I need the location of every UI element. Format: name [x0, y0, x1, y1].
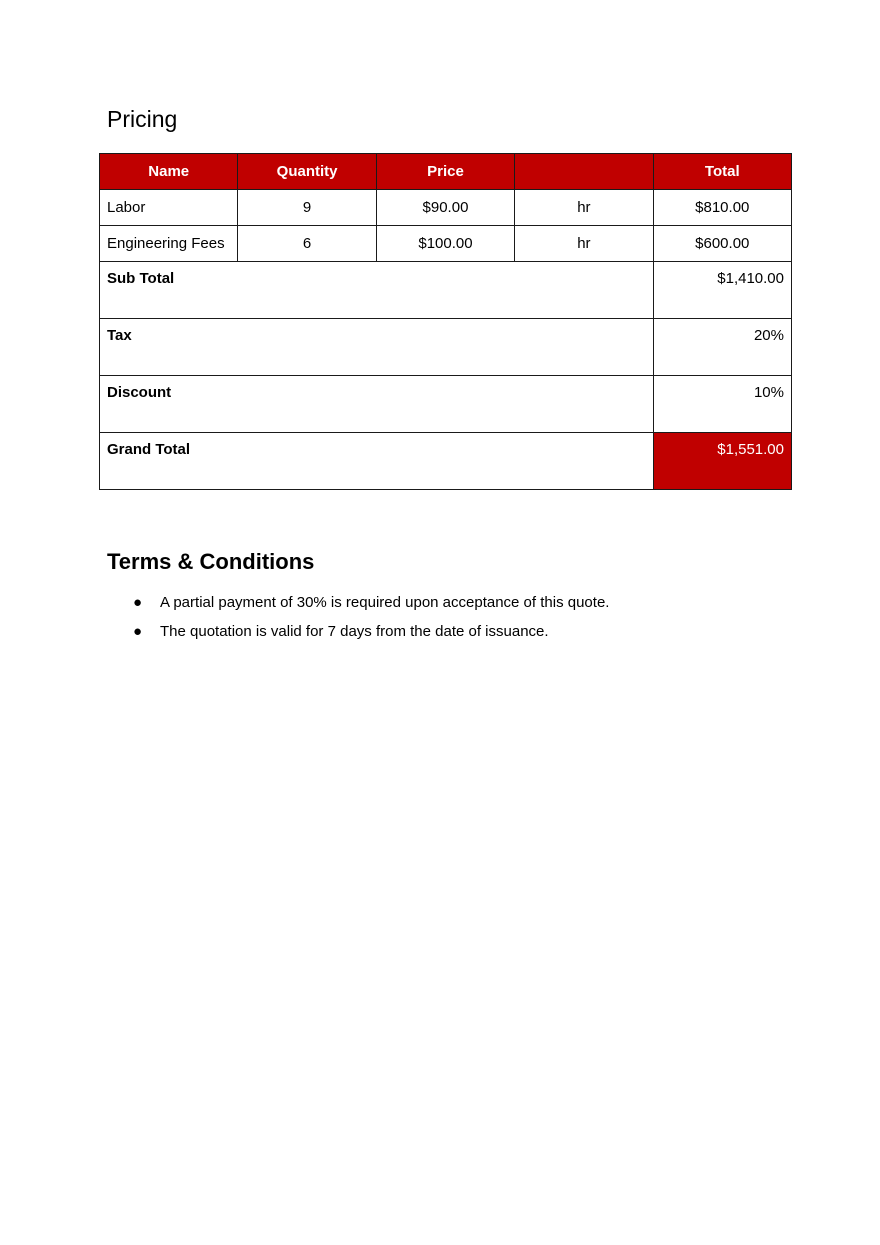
- item-price: $100.00: [376, 226, 514, 262]
- subtotal-label: Sub Total: [100, 262, 654, 319]
- tax-row: [100, 319, 792, 376]
- item-name: Labor: [100, 190, 238, 226]
- discount-value: 10%: [653, 376, 791, 433]
- item-unit: hr: [515, 226, 653, 262]
- pricing-heading: Pricing: [107, 106, 178, 132]
- discount-label: Discount: [100, 376, 654, 433]
- item-total: $810.00: [653, 190, 791, 226]
- term-text: A partial payment of 30% is required upon acceptance of this quote.: [160, 594, 610, 611]
- item-name: Engineering Fees: [100, 226, 238, 262]
- subtotal-value: $1,410.00: [653, 262, 791, 319]
- header-total: Total: [653, 154, 791, 190]
- grand-total-label: Grand Total: [100, 433, 654, 490]
- bullet-icon: ●: [133, 623, 143, 640]
- terms-heading: Terms & Conditions: [107, 549, 315, 574]
- header-name: Name: [100, 154, 238, 190]
- table-row: [100, 226, 792, 262]
- bullet-icon: ●: [133, 594, 143, 611]
- term-text: The quotation is valid for 7 days from the date of issuance.: [160, 623, 549, 640]
- list-item: [133, 623, 609, 652]
- discount-row: [100, 376, 792, 433]
- subtotal-row: [100, 262, 792, 319]
- grand-total-value: $1,551.00: [653, 433, 791, 490]
- grand-total-row: [100, 433, 792, 490]
- table-row: [100, 190, 792, 226]
- header-quantity: Quantity: [238, 154, 376, 190]
- item-price: $90.00: [376, 190, 514, 226]
- tax-value: 20%: [653, 319, 791, 376]
- header-unit: [515, 154, 653, 190]
- tax-label: Tax: [100, 319, 654, 376]
- item-total: $600.00: [653, 226, 791, 262]
- header-price: Price: [376, 154, 514, 190]
- item-quantity: 6: [238, 226, 376, 262]
- pricing-table: [99, 153, 792, 490]
- table-header-row: [100, 154, 792, 190]
- terms-list: [107, 594, 609, 652]
- item-unit: hr: [515, 190, 653, 226]
- list-item: [133, 594, 610, 623]
- item-quantity: 9: [238, 190, 376, 226]
